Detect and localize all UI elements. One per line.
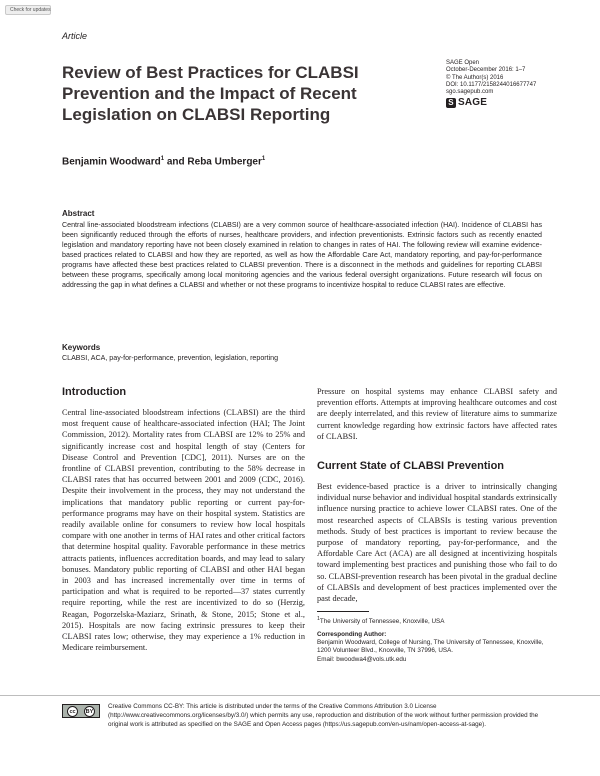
license-text: Creative Commons CC-BY: This article is distributed under the terms of the Creative Commons Attribution 3.0 License (http://www.creativecommons.org/licenses/by/3.0/) which permits any use, reproduction and distribution of the work without further permission provided the original work is attributed as specified on the SAGE and Open Access pages (https://us.sagepub.com/en-us/nam/open-access-at-sage). bbox=[108, 703, 539, 728]
affiliation-marker: 1 bbox=[160, 156, 165, 162]
affiliation-text: The University of Tennessee, Knoxville, USA bbox=[319, 618, 445, 626]
keywords-heading: Keywords bbox=[62, 343, 101, 352]
abstract-heading: Abstract bbox=[62, 209, 95, 218]
meta-issue: October-December 2016: 1–7 bbox=[446, 67, 526, 74]
corresponding-email[interactable]: Email: bwoodwa4@vols.utk.edu bbox=[317, 655, 407, 663]
corresponding-author-heading: Corresponding Author: bbox=[317, 630, 387, 638]
author-conjunction: and bbox=[166, 156, 185, 168]
introduction-continuation: Pressure on hospital systems may enhance CLABSI safety and prevention efforts. Attempts at improving healthcare outcomes and cost are deeply interrelated, and this review of literature aims to summarize current knowledge regarding how extrinsic factors have affected rates of CLABSI. bbox=[317, 387, 557, 441]
introduction-heading: Introduction bbox=[62, 386, 127, 398]
author-name: Reba Umberger bbox=[187, 156, 262, 168]
meta-journal: SAGE Open bbox=[446, 60, 480, 66]
current-state-text: Best evidence-based practice is a driver to intrinsically changing individual nurse behavior and individual hospital standards extrinsically influence nursing practice to achieve lower CLABSI rates. One of the most researched aspects of CLABSIs is testing various prevention methods. Study of best practices is important to review because the purpose of mandatory reporting, pay-for-performance, and the Affordable Care Act (ACA) are all designed at incentivizing hospitals toward implementing best practices and punishing those who fail to do so. CLABSI-prevention research has been pivotal in the gradual decline of CLABSIs and development of best practices implemented over the past decade, bbox=[317, 482, 557, 604]
sage-logo bbox=[446, 97, 487, 108]
affiliation-number: 1 bbox=[317, 616, 320, 622]
meta-url[interactable]: sgo.sagepub.com bbox=[446, 89, 494, 96]
affiliation-marker: 1 bbox=[261, 156, 266, 162]
badge-label: Check for updates bbox=[10, 7, 51, 13]
abstract-text: Central line-associated bloodstream infections (CLABSI) are a very common source of healthcare-associated infection (HAI). Incidence of CLABSI has been significantly reduced through the efforts of nurses, healthcare providers, and infection preventionists. Extrinsic factors such as recently enacted legislation and mandatory reporting have not been closely examined in relation to changes in rates of HAI. The following review will examine evidence-based practices related to CLABSI and how they are reported, as well as how the Affordable Care Act, mandatory reporting, and pay-for-performance programs have affected these best practices related to CLABSI prevention. There is a disconnect in the methods and guidelines for reporting CLABSI between these programs, specifically among local monitoring agencies and the various federal oversight organizations. Future research will focus on addressing the gap in what defines a CLABSI and whether or not these programs to incentivize hospital to reduce CLABSI rates are effective. bbox=[62, 221, 542, 289]
sage-s-icon: S bbox=[446, 98, 456, 108]
sage-logo-text: SAGE bbox=[458, 97, 488, 108]
cc-icon: cc bbox=[67, 706, 78, 717]
paper-title: Review of Best Practices for CLABSI Prevention and the Impact of Recent Legislation on CLABSI Reporting bbox=[62, 63, 359, 124]
article-type-label: Article bbox=[62, 31, 88, 41]
check-for-updates-badge[interactable] bbox=[5, 5, 51, 15]
author-line bbox=[62, 156, 265, 167]
current-state-heading: Current State of CLABSI Prevention bbox=[317, 460, 505, 472]
meta-copyright: © The Author(s) 2016 bbox=[446, 74, 504, 81]
meta-doi[interactable]: DOI: 10.1177/2158244016677747 bbox=[446, 81, 537, 88]
footnote-divider bbox=[317, 611, 369, 612]
affiliation-note bbox=[317, 615, 557, 627]
footnotes bbox=[317, 615, 557, 664]
license-divider bbox=[0, 695, 600, 696]
cc-by-license-badge[interactable] bbox=[62, 704, 100, 718]
introduction-text: Central line-associated bloodstream infections (CLABSI) are the third most frequent cause of healthcare-associated infection (HAI; The Joint Commission, 2012). Mortality rates from CLABSI are 12% to 25% and significantly increase cost and hospital length of stay (Centers for Disease Control and Prevention [CDC], 2011). Nurses are on the frontline of CLABSI prevention, contributing to the 58% decrease in CLABSI rates that has occurred between 2001 and 2009 (CDC, 2016). Despite their involvement in the process, they may not understand the implications that mandatory public reporting or current pay-for-performance programs may have on their hospital system. Statistics are readily available online for consumers to review how local hospitals compare with one another in terms of HAI rates and other critical factors that determine hospital quality. Favorable performance in these metrics attracts patients, influences accreditation boards, and may lead to salary bonuses. Mandatory public reporting of CLABSI and other HAI began in 2003 and has increased incrementally over time in terms of participation and what is required to be reported—37 states currently require reporting, while the rest are incentivized to do so (Herzig, Reagan, Pogorzelska-Maziarz, Srinath, & Stone, 2015; Stone et al., 2015). Hospitals are now facing extrinsic pressures to keep their CLABSI rates low; otherwise, they may experience a 1% reduction in Medicare reimbursement. bbox=[62, 408, 305, 653]
keywords-text: CLABSI, ACA, pay-for-performance, prevention, legislation, reporting bbox=[62, 354, 279, 362]
corresponding-author-text: Benjamin Woodward, College of Nursing, The University of Tennessee, Knoxville, 1200 Volunteer Blvd., Knoxville, TN 37996, USA. bbox=[317, 638, 544, 655]
journal-meta bbox=[446, 60, 566, 96]
author-name: Benjamin Woodward bbox=[62, 156, 161, 168]
by-icon: BY bbox=[84, 706, 95, 717]
